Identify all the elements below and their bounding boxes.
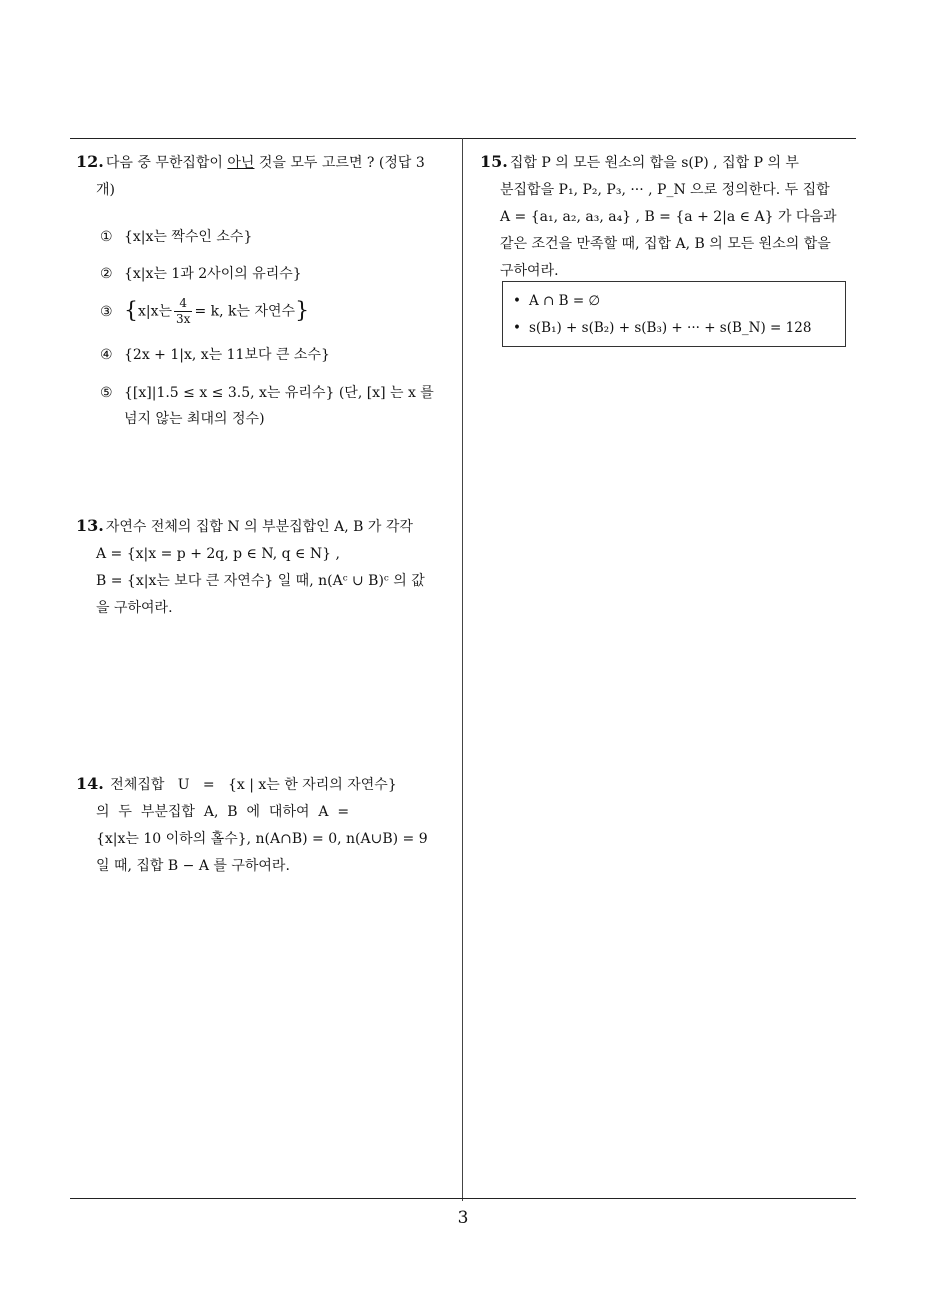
problem-text: 집합 P 의 모든 원소의 합을 s(P) , 집합 P 의 부 (509, 155, 799, 171)
page-number: 3 (457, 1208, 469, 1228)
problem-text: 일 때, 집합 B − A 를 구하여라. (96, 858, 290, 874)
column-divider (462, 138, 463, 1201)
fraction-numerator: 4 (174, 296, 192, 312)
problem-14-line1 (76, 770, 456, 799)
problem-text: 것을 모두 고르면 ? (정답 3 (254, 155, 425, 171)
problem-text: 다음 중 무한집합이 (105, 155, 228, 171)
problem-text: B = {x|x는 보다 큰 자연수} 일 때, n(Aᶜ ∪ B)ᶜ 의 값 (96, 573, 425, 589)
brace-close: } (295, 298, 310, 324)
problem-text: A = {x|x = p + 2q, p ∈ N, q ∈ N} , (96, 546, 340, 562)
problem-text: 분집합을 P₁, P₂, P₃, ··· , P_N 으로 정의한다. 두 집합 (500, 182, 830, 198)
choice-marker: ① (100, 229, 113, 245)
problem-text: 을 구하여라. (96, 600, 173, 616)
problem-text: A = {a₁, a₂, a₃, a₄} , B = {a + 2|a ∈ A} 가 다음과 (500, 209, 837, 225)
choice-4 (100, 342, 460, 368)
choice-text: = k, k는 자연수 (194, 303, 296, 320)
problem-number: 15. (480, 152, 508, 171)
choice-marker: ③ (100, 303, 113, 320)
choice-text: {2x + 1|x, x는 11보다 큰 소수} (124, 347, 330, 363)
problem-number: 13. (76, 516, 104, 535)
condition-text: s(B₁) + s(B₂) + s(B₃) + ··· + s(B_N) = 128 (528, 320, 812, 336)
choice-5 (100, 380, 460, 432)
problem-15 (480, 148, 858, 285)
problem-13-line1 (76, 512, 456, 541)
bullet-icon: • (513, 320, 521, 336)
problem-14 (76, 770, 456, 880)
top-rule (70, 138, 856, 139)
problem-13 (76, 512, 456, 622)
bottom-rule (70, 1198, 856, 1199)
problem-text: 자연수 전체의 집합 N 의 부분집합인 A, B 가 각각 (105, 519, 413, 535)
problem-text: 개) (96, 182, 115, 198)
problem-12 (76, 148, 456, 204)
choice-text: {[x]|1.5 ≤ x ≤ 3.5, x는 유리수} (단, [x] 는 x 를 (124, 385, 434, 401)
fraction-denominator: 3x (176, 312, 191, 326)
choice-marker: ② (100, 266, 113, 282)
choice-text: {x|x는 1과 2사이의 유리수} (124, 266, 302, 282)
problem-number: 14. (76, 774, 104, 793)
underlined-word: 아닌 (227, 155, 255, 171)
choice-2 (100, 261, 460, 287)
bullet-icon: • (513, 293, 521, 309)
choice-1 (100, 224, 460, 250)
brace-open: { (124, 298, 138, 324)
choice-text-continued: 넘지 않는 최대의 정수) (124, 411, 265, 427)
problem-text: 의 두 부분집합 A, B 에 대하여 A = (96, 804, 350, 820)
condition-text: A ∩ B = ∅ (528, 293, 601, 309)
problem-text: 같은 조건을 만족할 때, 집합 A, B 의 모든 원소의 합을 (500, 236, 831, 252)
problem-number: 12. (76, 152, 104, 171)
condition-item (513, 315, 835, 342)
choice-text: x|x는 (138, 303, 173, 320)
problem-text: 구하여라. (500, 263, 559, 279)
choice-3 (100, 296, 460, 327)
conditions-box (502, 281, 846, 347)
problem-12-stem (76, 148, 456, 177)
problem-15-line1 (480, 148, 858, 177)
problem-text: 전체집합 U = {x | x는 한 자리의 자연수} (110, 777, 397, 793)
condition-item (513, 288, 835, 315)
choice-marker: ④ (100, 347, 113, 363)
choice-marker: ⑤ (100, 385, 113, 401)
problem-text: {x|x는 10 이하의 홀수}, n(A∩B) = 0, n(A∪B) = 9 (96, 831, 428, 847)
fraction (174, 296, 192, 327)
choice-text: {x|x는 짝수인 소수} (124, 229, 253, 245)
